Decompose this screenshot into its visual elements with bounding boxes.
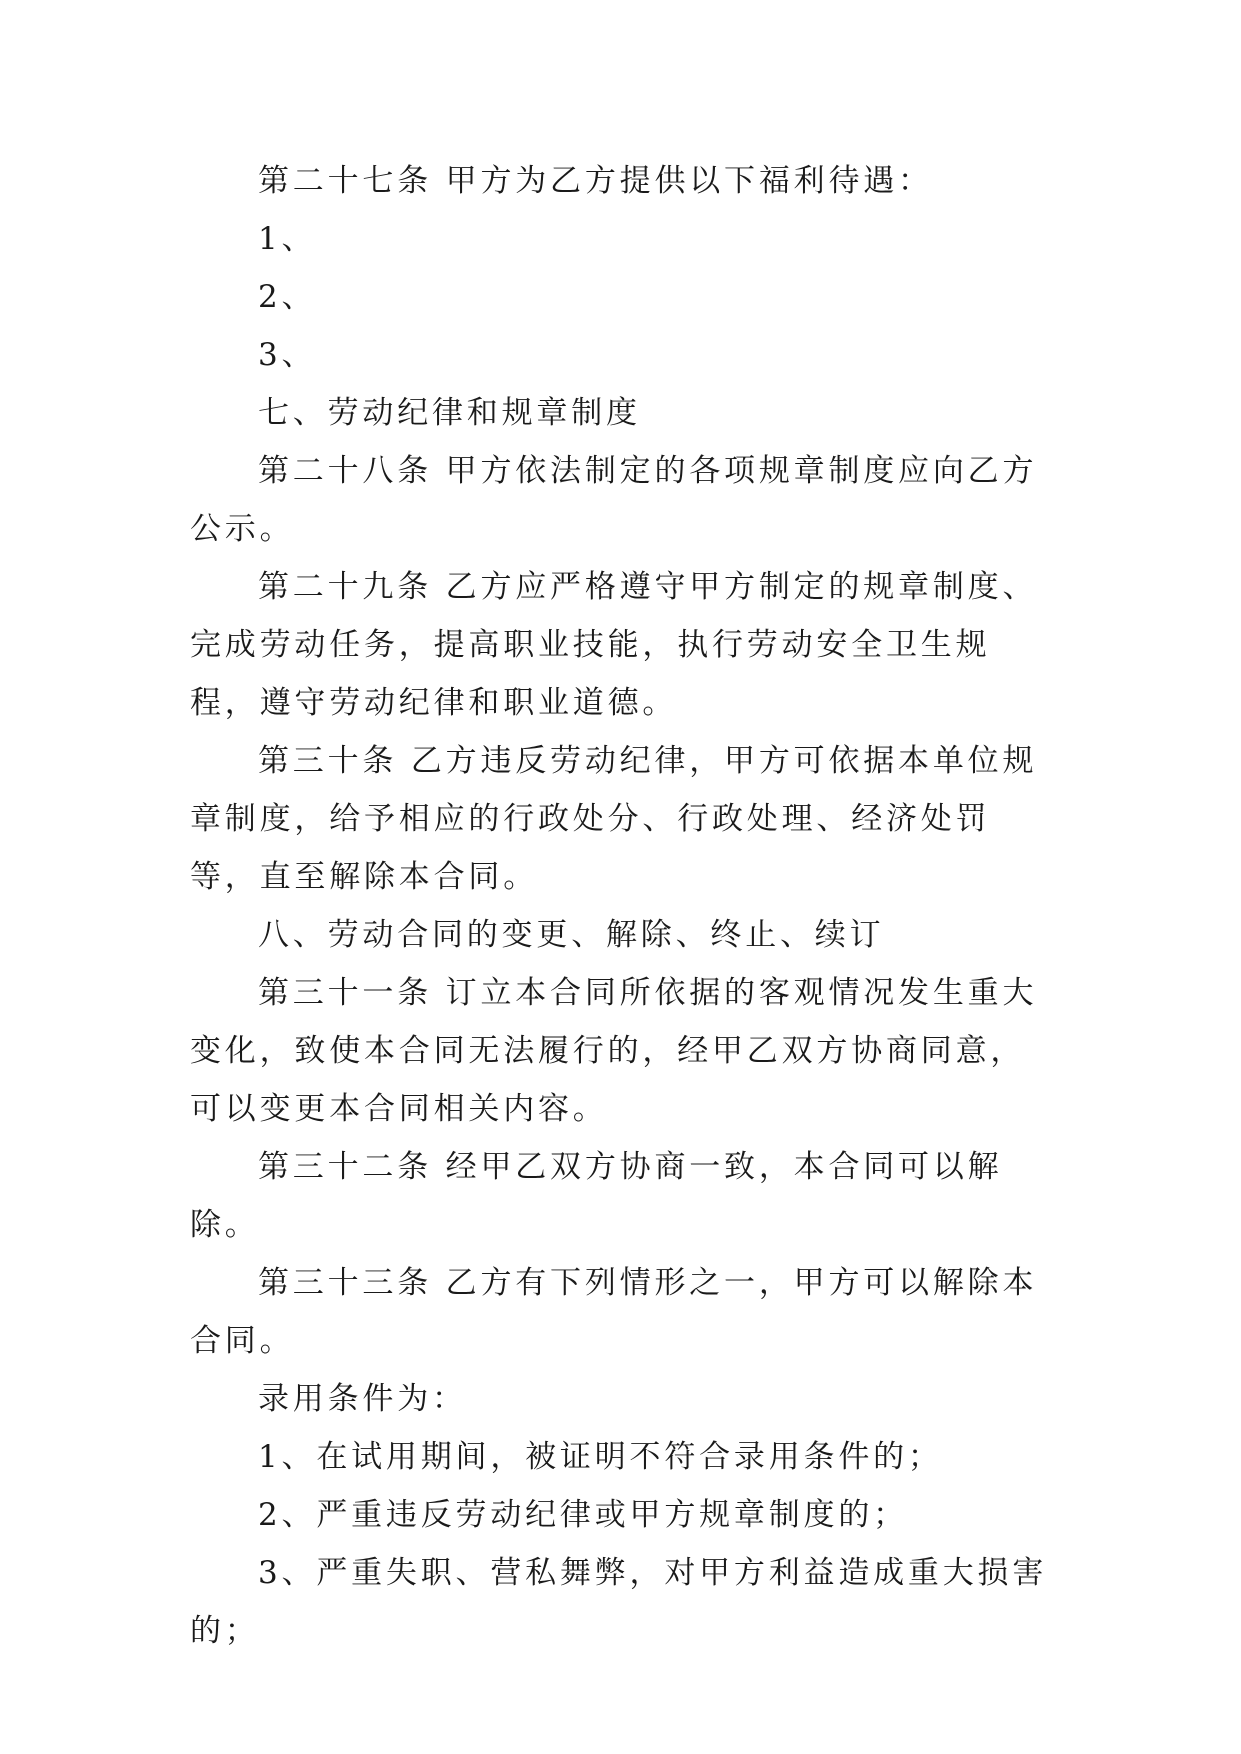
article-29-paragraph: 第二十九条 乙方应严格遵守甲方制定的规章制度、完成劳动任务，提高职业技能，执行劳动安全卫生规程，遵守劳动纪律和职业道德。 — [190, 569, 1038, 721]
section-8-heading: 八、劳动合同的变更、解除、终止、续订 — [258, 917, 885, 953]
termination-item-2: 2、严重违反劳动纪律或甲方规章制度的； — [258, 1497, 908, 1533]
termination-item-1: 1、在试用期间，被证明不符合录用条件的； — [258, 1439, 943, 1475]
article-28-paragraph: 第二十八条 甲方依法制定的各项规章制度应向乙方公示。 — [190, 453, 1038, 547]
section-7-heading: 七、劳动纪律和规章制度 — [258, 395, 641, 431]
hiring-conditions-heading: 录用条件为： — [258, 1381, 467, 1417]
welfare-item-2: 2、 — [258, 279, 317, 315]
article-30-paragraph: 第三十条 乙方违反劳动纪律，甲方可依据本单位规章制度，给予相应的行政处分、行政处理、经济处罚等，直至解除本合同。 — [190, 743, 1038, 895]
welfare-item-3: 3、 — [258, 337, 317, 373]
article-31-paragraph: 第三十一条 订立本合同所依据的客观情况发生重大变化，致使本合同无法履行的，经甲乙双方协商同意，可以变更本合同相关内容。 — [190, 975, 1038, 1127]
article-27-paragraph: 第二十七条 甲方为乙方提供以下福利待遇： — [258, 163, 933, 199]
article-33-paragraph: 第三十三条 乙方有下列情形之一，甲方可以解除本合同。 — [190, 1265, 1038, 1359]
article-32-paragraph: 第三十二条 经甲乙双方协商一致，本合同可以解除。 — [190, 1149, 1003, 1243]
welfare-item-1: 1、 — [258, 221, 317, 257]
document-body — [190, 152, 1052, 1660]
termination-item-3: 3、严重失职、营私舞弊，对甲方利益造成重大损害的； — [190, 1555, 1048, 1649]
